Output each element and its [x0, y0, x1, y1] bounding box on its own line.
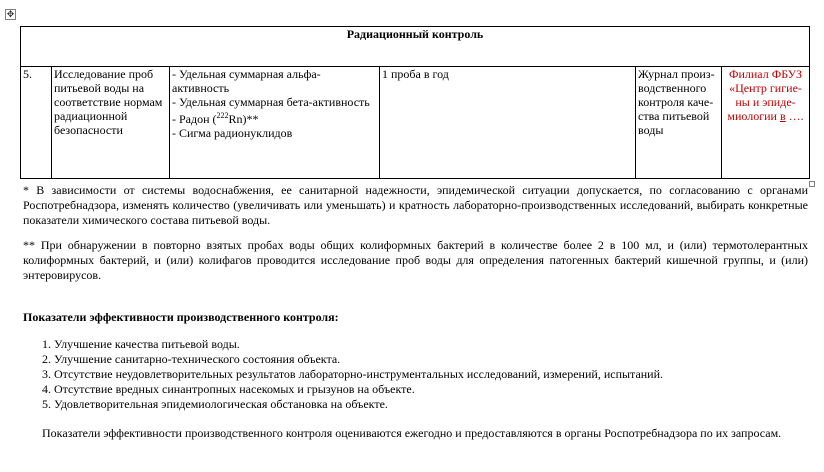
journal-cell: Журнал произ-водственного контроля каче-ства питьевой воды	[636, 67, 722, 179]
indicator-beta: - Удельная суммарная бета-активность	[172, 95, 370, 109]
row-number: 5.	[21, 67, 52, 179]
indicator-alpha: - Удельная суммарная альфа-активность	[172, 67, 321, 95]
list-item: 4. Отсутствие вредных синантропных насекомых и грызунов на объекте.	[42, 382, 415, 396]
radiation-control-table	[20, 26, 810, 179]
list-item: 5. Удовлетворительная эпидемиологическая обстановка на объекте.	[42, 397, 388, 411]
frequency-cell: 1 проба в год	[380, 67, 636, 179]
efficiency-heading: Показатели эффективности производственного контроля:	[23, 310, 339, 324]
indicator-sigma: - Сигма радионуклидов	[172, 126, 293, 140]
study-cell: Исследование проб питьевой воды на соответствие нормам радиационной безопасности	[52, 67, 170, 179]
indicator-radon: - Радон ($^{222}$Rn)**	[172, 111, 259, 126]
performer-cell: Филиал ФБУЗ «Центр гигие-ны и эпиде-миологии в ….	[722, 67, 810, 179]
efficiency-list	[42, 337, 663, 412]
list-item: 2. Улучшение санитарно-технического состояния объекта.	[42, 352, 341, 366]
efficiency-summary: Показатели эффективности производственного контроля оцениваются ежегодно и предоставляются в органы Роспотребнадзора по их запросам.	[42, 426, 782, 440]
table-resize-handle-icon[interactable]	[809, 181, 815, 187]
table-move-handle-icon[interactable]: ✥	[6, 9, 15, 19]
list-item: 1. Улучшение качества питьевой воды.	[42, 337, 240, 351]
footnote-1: * В зависимости от системы водоснабжения, ее санитарной надежности, эпидемической ситуации допускается, по согласованию с органами Роспотребнадзора, изменять количество (увеличивать или уменьшать) и кратность лабораторно-производственных исследований, выбирать конкретные показатели химического состава питьевой воды.	[23, 183, 808, 227]
indicators-cell	[170, 67, 380, 179]
section-title: Радиационный контроль	[21, 27, 810, 67]
list-item: 3. Отсутствие неудовлетворительных результатов лабораторно-инструментальных исследований, измерений, испытаний.	[42, 367, 664, 381]
footnote-2: ** При обнаружении в повторно взятых пробах воды общих колиформных бактерий в количестве более 2 в 100 мл, и (или) термотолерантных колиформных бактерий, и (или) колифагов проводится исследование проб воды для определения патогенных бактерий кишечной группы, и (или) энтеровирусов.	[23, 238, 808, 282]
section-row	[21, 27, 810, 67]
table-row	[21, 67, 810, 179]
